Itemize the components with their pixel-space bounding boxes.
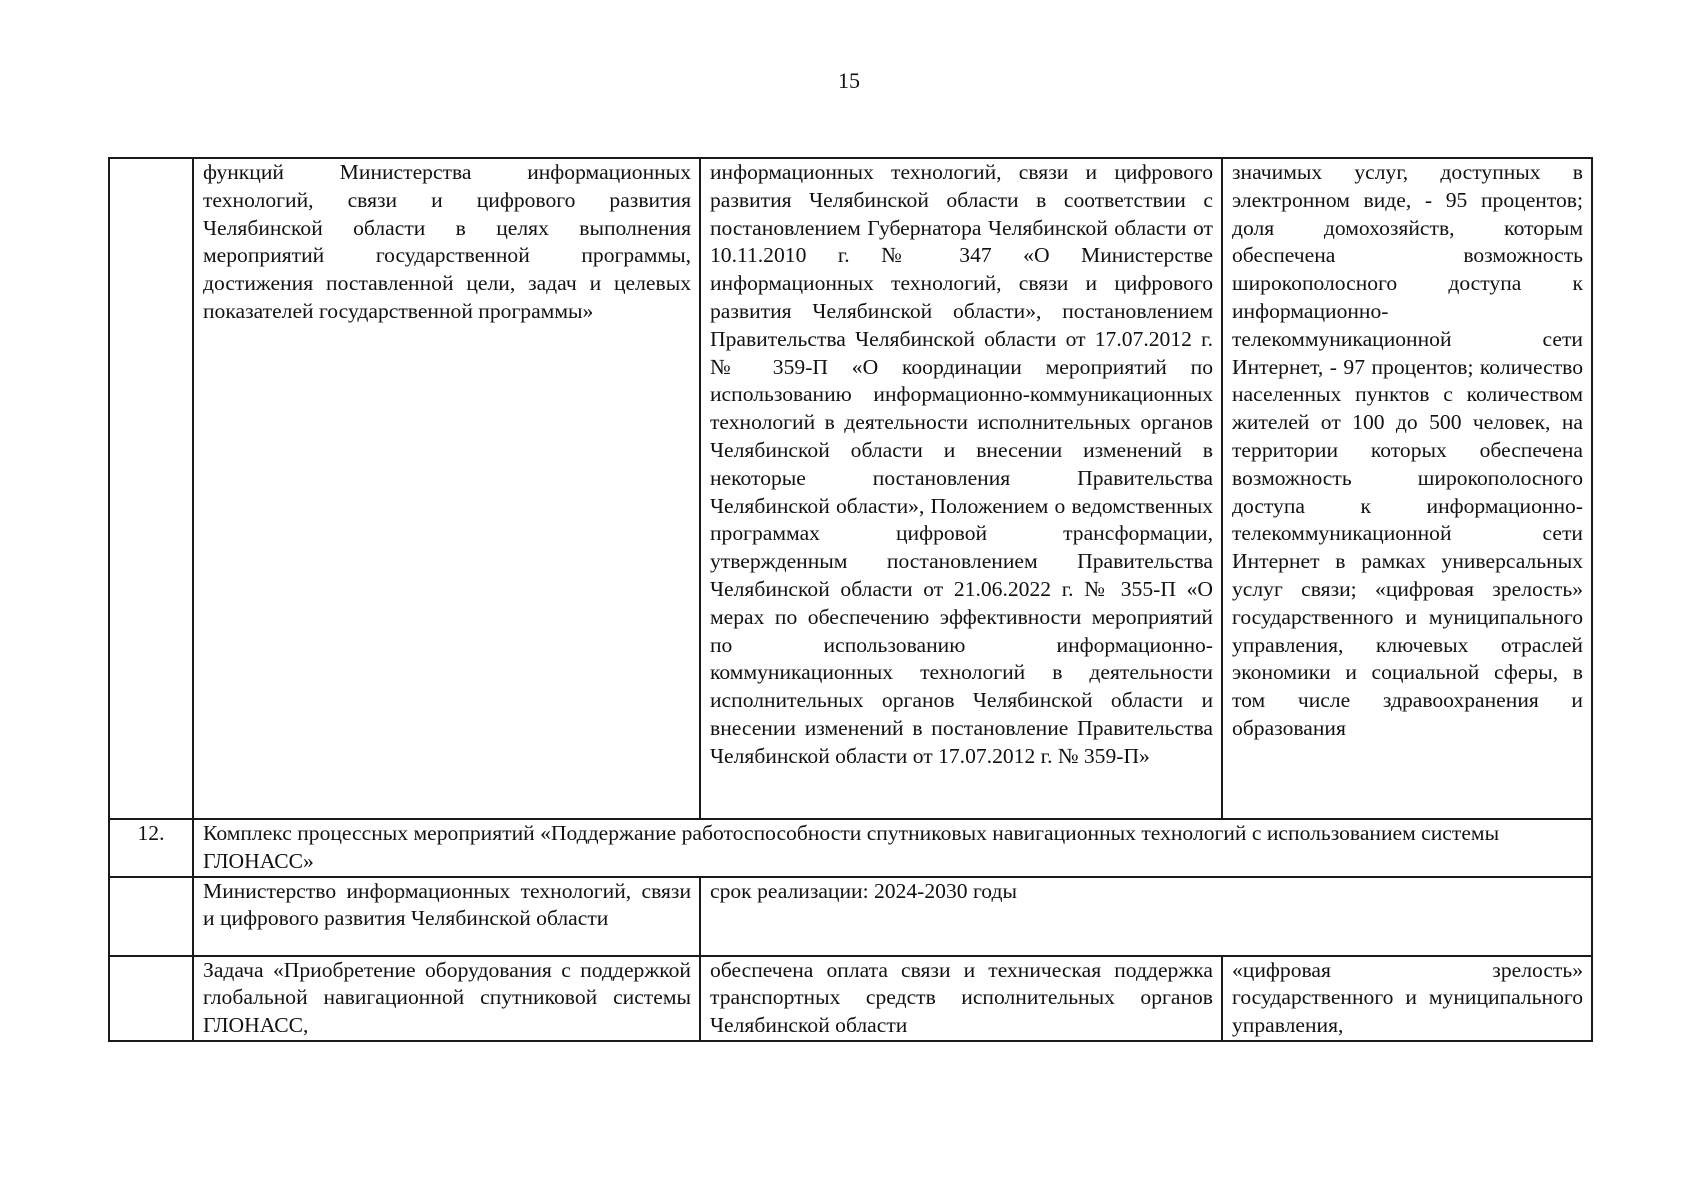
row-number-cell [109,158,193,819]
indicators-cell: значимых услуг, доступных в электронном виде, - 95 процентов; доля домохозяйств, которым обеспечена возможность широкополосного доступа к информационно-телекоммуникационной сети Интернет, - 97 процентов; количество населенных пунктов с количеством жителей от 100 до 500 человек, на территории которых обеспечена возможность широкополосного доступа к информационно-телекоммуникационной сети Интернет в рамках универсальных услуг связи; «цифровая зрелость» государственного и муниципального управления, ключевых отраслей экономики и социальной сферы, в том числе здравоохранения и образования [1222,158,1592,819]
program-table [108,157,1593,1042]
task-result-cell: обеспечена оплата связи и техническая поддержка транспортных средств исполнительных органов Челябинской области [700,956,1222,1041]
implementation-period-cell: срок реализации: 2024-2030 годы [700,877,1592,956]
task-indicator-cell: «цифровая зрелость» государственного и муниципального управления, [1222,956,1592,1041]
legal-basis-cell: информационных технологий, связи и цифрового развития Челябинской области в соответствии с постановлением Губернатора Челябинской области от 10.11.2010 г. № 347 «О Министерстве информационных технологий, связи и цифрового развития Челябинской области», постановлением Правительства Челябинской области от 17.07.2012 г. № 359-П «О координации мероприятий по использованию информационно-коммуникационных технологий в деятельности исполнительных органов Челябинской области и внесении изменений в некоторые постановления Правительства Челябинской области», Положением о ведомственных программах цифровой трансформации, утвержденным постановлением Правительства Челябинской области от 21.06.2022 г. № 355-П «О мерах по обеспечению эффективности мероприятий по использованию информационно-коммуникационных технологий в деятельности исполнительных органов Челябинской области и внесении изменений в постановление Правительства Челябинской области от 17.07.2012 г. № 359-П» [700,158,1222,819]
table-row-task [109,956,1592,1041]
page-number: 15 [838,68,860,93]
responsible-body-cell: Министерство информационных технологий, связи и цифрового развития Челябинской области [193,877,700,956]
table-row-responsible [109,877,1592,956]
table-row-continuation [109,158,1592,819]
table-row-section-12 [109,819,1592,877]
purpose-cell: функций Министерства информационных технологий, связи и цифрового развития Челябинской области в целях выполнения мероприятий государственной программы, достижения поставленной цели, задач и целевых показателей государственной программы» [193,158,700,819]
section-title-cell: Комплекс процессных мероприятий «Поддержание работоспособности спутниковых навигационных технологий с использованием системы ГЛОНАСС» [193,819,1592,877]
task-cell: Задача «Приобретение оборудования с поддержкой глобальной навигационной спутниковой системы ГЛОНАСС, [193,956,700,1041]
section-number-cell: 12. [109,819,193,877]
row-number-cell [109,956,193,1041]
row-number-cell [109,877,193,956]
